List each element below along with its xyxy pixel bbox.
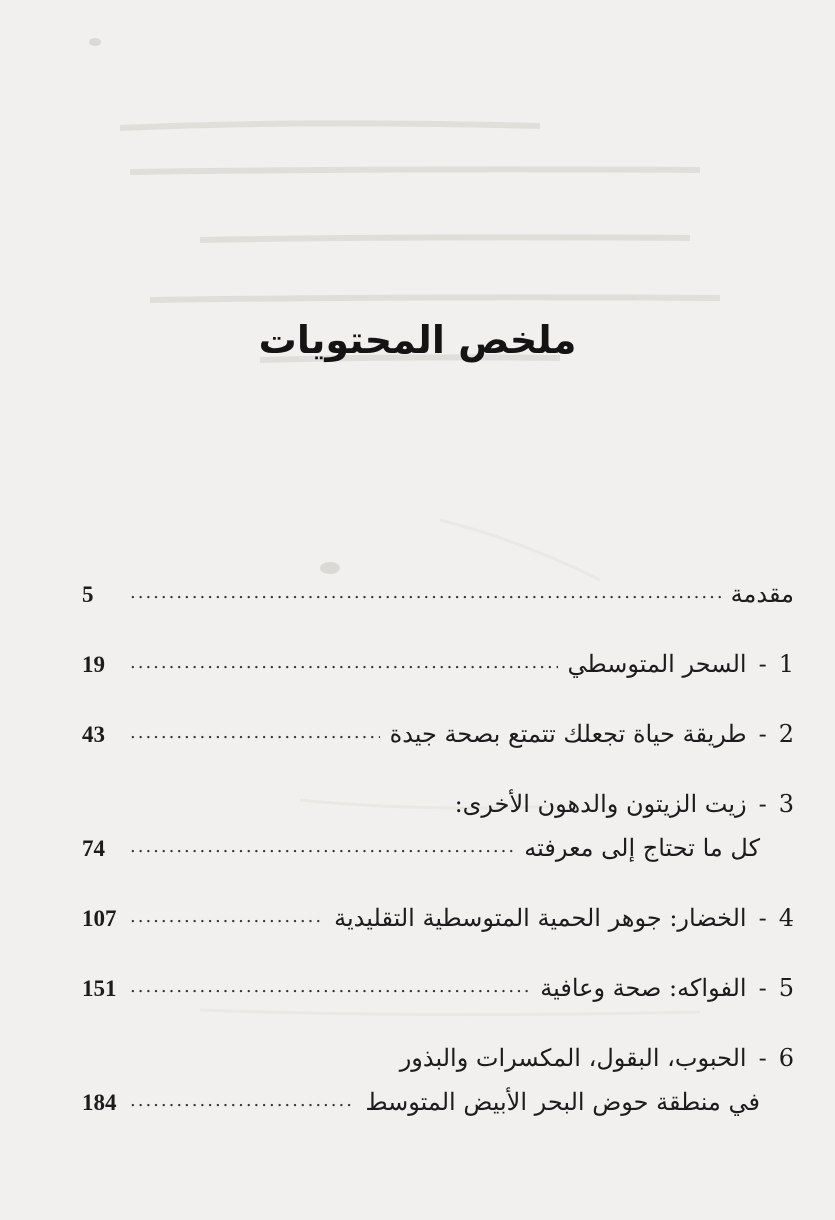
toc-entry-subtitle: في منطقة حوض البحر الأبيض المتوسط <box>365 1088 760 1116</box>
toc-row <box>82 572 794 616</box>
toc-page-number: 184 <box>82 1090 117 1115</box>
toc-entry-introduction <box>82 572 794 616</box>
toc-entry-subtitle: كل ما تحتاج إلى معرفته <box>524 834 760 862</box>
toc-entry-title: مقدمة <box>730 580 794 608</box>
toc-entry-title: الخضار: جوهر الحمية المتوسطية التقليدية <box>334 904 747 932</box>
dot-leader <box>130 571 721 615</box>
toc-entry-chapter-5 <box>82 966 794 1010</box>
dot-leader <box>130 825 514 869</box>
toc-page-number: 43 <box>82 722 105 747</box>
chapter-dash: - <box>758 720 767 748</box>
toc-row <box>82 782 794 826</box>
toc-row <box>82 1036 794 1080</box>
toc-entry-title: زيت الزيتون والدهون الأخرى: <box>454 790 747 818</box>
toc-page-number: 19 <box>82 652 105 677</box>
chapter-dash: - <box>758 790 767 818</box>
dot-leader <box>130 1079 355 1123</box>
toc-page-number: 74 <box>82 836 105 861</box>
chapter-number: 4 <box>778 904 794 932</box>
chapter-number: 2 <box>778 720 794 748</box>
chapter-number: 1 <box>778 650 794 678</box>
toc-entry-title: الحبوب، البقول، المكسرات والبذور <box>399 1044 747 1072</box>
toc-row <box>82 712 794 756</box>
toc-row <box>82 966 794 1010</box>
toc-entry-chapter-3 <box>82 782 794 870</box>
toc-entry-title: الفواكه: صحة وعافية <box>540 974 747 1002</box>
chapter-number: 3 <box>778 790 794 818</box>
chapter-dash: - <box>758 650 767 678</box>
dot-leader <box>130 895 324 939</box>
chapter-dash: - <box>758 974 767 1002</box>
toc-row-continuation <box>82 1080 794 1124</box>
toc-entry-chapter-6 <box>82 1036 794 1124</box>
toc-entry-chapter-1 <box>82 642 794 686</box>
toc-row-continuation <box>82 826 794 870</box>
toc-entry-title: السحر المتوسطي <box>567 650 747 678</box>
chapter-dash: - <box>758 904 767 932</box>
page-title: ملخص المحتويات <box>258 318 577 362</box>
toc-page-number: 5 <box>82 582 94 607</box>
toc-row <box>82 642 794 686</box>
table-of-contents <box>82 572 794 1150</box>
chapter-number: 5 <box>778 974 794 1002</box>
chapter-number: 6 <box>778 1044 794 1072</box>
dot-leader <box>130 711 380 755</box>
toc-entry-chapter-4 <box>82 896 794 940</box>
chapter-dash: - <box>758 1044 767 1072</box>
toc-page-number: 151 <box>82 976 117 1001</box>
toc-entry-title: طريقة حياة تجعلك تتمتع بصحة جيدة <box>389 720 747 748</box>
toc-row <box>82 896 794 940</box>
dot-leader <box>130 965 530 1009</box>
toc-entry-chapter-2 <box>82 712 794 756</box>
toc-page-number: 107 <box>82 906 117 931</box>
dot-leader <box>130 641 558 685</box>
